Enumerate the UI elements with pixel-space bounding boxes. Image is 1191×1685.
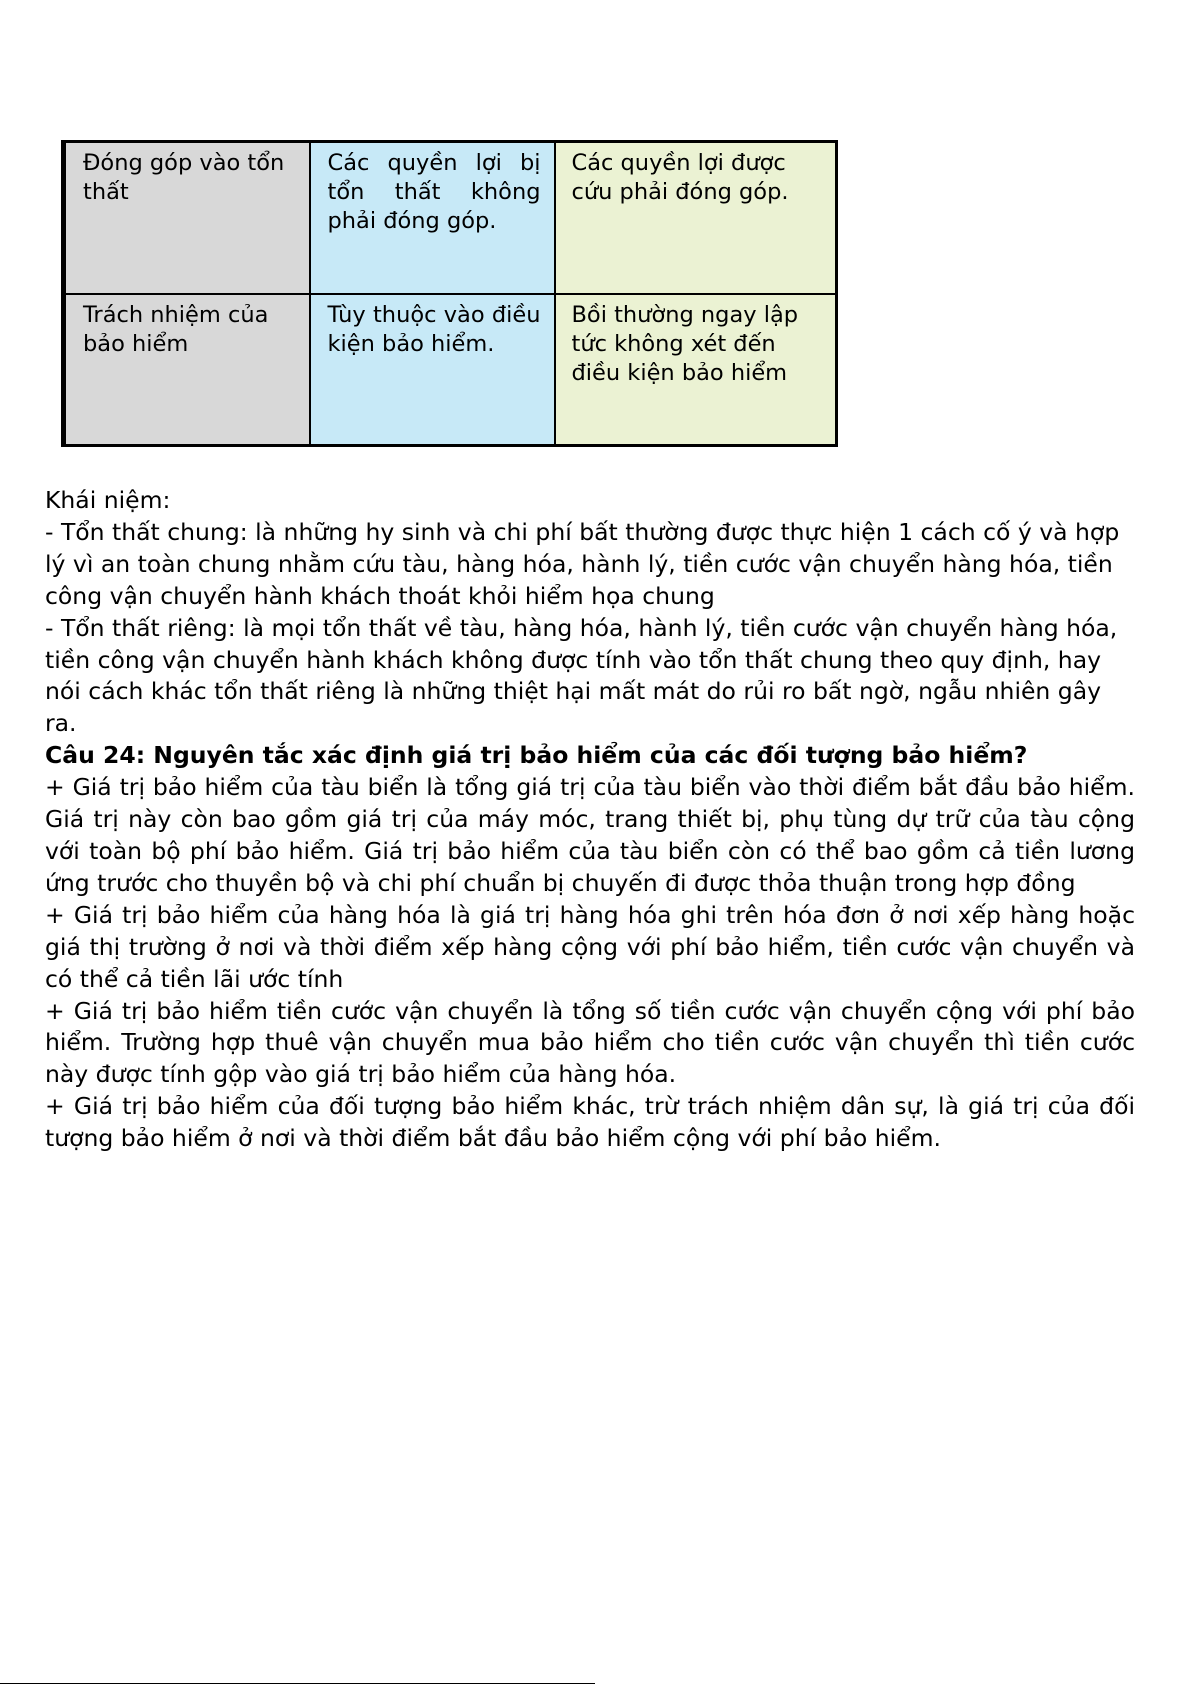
question-heading: Câu 24: Nguyên tắc xác định giá trị bảo hiểm của các đối tượng bảo hiểm?: [45, 741, 1028, 770]
particular-loss-definition: - Tổn thất riêng: là mọi tổn thất về tàu, hàng hóa, hành lý, tiền cước vận chuyển hàng hóa, tiền công vận chuyển hành khách không được tính vào tổn thất chung theo quy định, hay nói cách khác tổn thất riêng là những thiệt hại mất mát do rủi ro bất ngờ, ngẫu nhiên gây ra.: [45, 613, 1118, 738]
footnote-divider: [0, 1683, 595, 1684]
answer-paragraph-freight: + Giá trị bảo hiểm tiền cước vận chuyển là tổng số tiền cước vận chuyển cộng với phí bảo hiểm. Trường hợp thuê vận chuyển mua bảo hiểm cho tiền cước vận chuyển thì tiền cước này được tính gộp vào giá trị bảo hiểm của hàng hóa.: [45, 996, 1135, 1089]
table-row: [64, 294, 837, 446]
general-loss-definition: - Tổn thất chung: là những hy sinh và chi phí bất thường được thực hiện 1 cách cố ý và hợp lý vì an toàn chung nhằm cứu tàu, hàng hóa, hành lý, tiền cước vận chuyển hàng hóa, tiền công vận chuyển hành khách thoát khỏi hiểm họa chung: [45, 517, 1120, 610]
answer-paragraph-other: + Giá trị bảo hiểm của đối tượng bảo hiểm khác, trừ trách nhiệm dân sự, là giá trị của đối tượng bảo hiểm ở nơi và thời điểm bắt đầu bảo hiểm cộng với phí bảo hiểm.: [45, 1092, 1135, 1153]
loss-comparison-table: [61, 140, 838, 447]
row-label-cell: Trách nhiệm của bảo hiểm: [64, 294, 310, 446]
general-loss-cell: Bồi thường ngay lập tức không xét đến điều kiện bảo hiểm: [555, 294, 837, 446]
concepts-heading: Khái niệm:: [45, 486, 171, 514]
cell-text: Các quyền lợi bị tổn thất không phải đóng góp.: [327, 150, 541, 234]
answer-paragraph-cargo: + Giá trị bảo hiểm của hàng hóa là giá trị hàng hóa ghi trên hóa đơn ở nơi xếp hàng hoặc giá thị trường ở nơi và thời điểm xếp hàng cộng với phí bảo hiểm, tiền cước vận chuyển và có thể cả tiền lãi ước tính: [45, 900, 1135, 993]
cell-text: Tùy thuộc vào điều kiện bảo hiểm.: [327, 301, 541, 357]
document-body: [45, 485, 1135, 1155]
particular-loss-cell: [310, 142, 555, 294]
particular-loss-cell: [310, 294, 555, 446]
general-loss-cell: Các quyền lợi được cứu phải đóng góp.: [555, 142, 837, 294]
table-row: [64, 142, 837, 294]
row-label-cell: Đóng góp vào tổn thất: [64, 142, 310, 294]
answer-paragraph-ship: + Giá trị bảo hiểm của tàu biển là tổng giá trị của tàu biển vào thời điểm bắt đầu bảo hiểm. Giá trị này còn bao gồm giá trị của máy móc, trang thiết bị, phụ tùng dự trữ của tàu cộng với toàn bộ phí bảo hiểm. Giá trị bảo hiểm của tàu biển còn có thể bao gồm cả tiền lương ứng trước cho thuyền bộ và chi phí chuẩn bị chuyến đi được thỏa thuận trong hợp đồng: [45, 773, 1135, 897]
